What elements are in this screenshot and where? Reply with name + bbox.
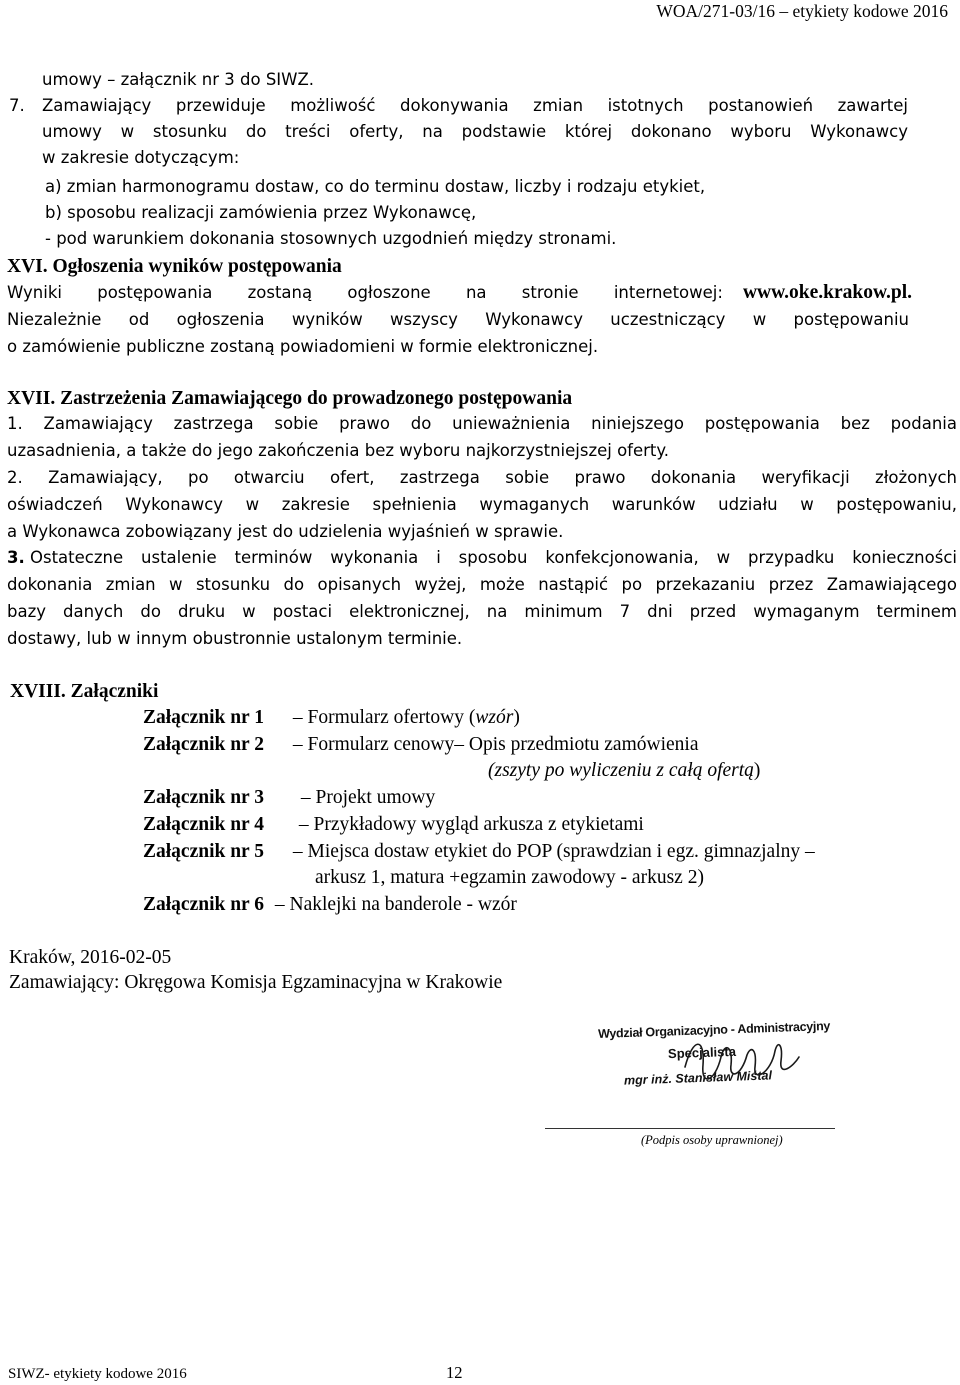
attachment-3 bbox=[143, 785, 435, 811]
attachment-5-continuation bbox=[315, 865, 704, 891]
stamp-name: mgr inż. Stanisław Miśtal bbox=[623, 1068, 773, 1088]
signature-caption: (Podpis osoby uprawnionej) bbox=[641, 1133, 783, 1147]
stamp-department: Wydział Organizacyjno - Administracyjny bbox=[597, 1018, 831, 1042]
attachment-2 bbox=[143, 732, 698, 758]
signature-line bbox=[545, 1128, 835, 1129]
attachment-text: – Projekt umowy bbox=[300, 787, 436, 808]
handwritten-signature bbox=[675, 1027, 805, 1097]
section-16-line-1 bbox=[7, 281, 912, 305]
section-16-line-2: Niezależnie od ogłoszenia wyników wszyscy Wykonawcy uczestniczący w postępowaniu bbox=[7, 310, 909, 329]
attachment-label: Załącznik nr 3 bbox=[143, 787, 264, 808]
attachment-2-continuation bbox=[488, 758, 760, 784]
ordering-party: Zamawiający: Okręgowa Komisja Egzaminacyjna w Krakowie bbox=[9, 972, 503, 993]
item7-number: 7. bbox=[9, 96, 25, 115]
attachment-text: – Formularz cenowy– Opis przedmiotu zamówienia bbox=[292, 734, 699, 755]
section-16-line-3: o zamówienie publiczne zostaną powiadomieni w formie elektronicznej. bbox=[7, 337, 599, 356]
section-17-p2-line-1: 2. Zamawiający, po otwarciu ofert, zastrzega sobie prawo dokonania weryfikacji złożonych bbox=[7, 468, 957, 487]
section-17-p2-line-3: a Wykonawca zobowiązany jest do udzielenia wyjaśnień w sprawie. bbox=[7, 522, 564, 541]
section-17-p3-line-1: Ostateczne ustalenie terminów wykonania i sposobu konfekcjonowania, w przypadku konieczności bbox=[30, 548, 957, 567]
results-website-link[interactable]: www.oke.krakow.pl. bbox=[742, 282, 912, 303]
section-17-p2-line-2: oświadczeń Wykonawcy w zakresie spełnienia wymaganych warunków udziału w postępowaniu, bbox=[7, 495, 957, 514]
item7-line-3: w zakresie dotyczącym: bbox=[42, 148, 240, 167]
attachment-text-cont: arkusz 1, matura +egzamin zawodowy - arkusz 2) bbox=[315, 867, 704, 888]
attachment-6 bbox=[143, 892, 517, 918]
section-17-p3-line-2: dokonania zmian w stosunku do opisanych wyżej, może nastąpić po przekazaniu przez Zamawiającego bbox=[7, 575, 957, 594]
item7-condition: - pod warunkiem dokonania stosownych uzgodnień między stronami. bbox=[45, 229, 617, 248]
attachment-label: Załącznik nr 4 bbox=[143, 814, 264, 835]
header-ref: WOA/271-03/16 – etykiety kodowe 2016 bbox=[656, 1, 948, 21]
section-16-heading: XVI. Ogłoszenia wyników postępowania bbox=[7, 256, 342, 277]
attachment-text-italic: (zszyty po wyliczeniu z całą ofertą bbox=[488, 760, 754, 781]
stamp-position: Specjalista bbox=[667, 1043, 737, 1062]
official-stamp bbox=[540, 1015, 840, 1135]
item7-line-2: umowy w stosunku do treści oferty, na podstawie której dokonano wyboru Wykonawcy bbox=[42, 122, 908, 141]
attachment-label: Załącznik nr 5 bbox=[143, 841, 264, 862]
attachment-1 bbox=[143, 705, 520, 731]
attachment-label: Załącznik nr 2 bbox=[143, 734, 264, 755]
attachment-text: – Przykładowy wygląd arkusza z etykietami bbox=[298, 814, 644, 835]
section-18-heading: XVIII. Załączniki bbox=[10, 681, 159, 702]
attachment-text-italic: wzór bbox=[475, 707, 514, 728]
section-17-p3-number: 3. bbox=[7, 548, 25, 567]
attachment-text-tail: ) bbox=[753, 760, 761, 781]
section-17-p1-line-1: 1. Zamawiający zastrzega sobie prawo do unieważnienia niniejszego postępowania bez podania bbox=[7, 414, 957, 433]
intro-line: umowy – załącznik nr 3 do SIWZ. bbox=[42, 70, 315, 89]
attachment-text: – Naklejki na banderole - wzór bbox=[274, 894, 517, 915]
attachment-text: – Miejsca dostaw etykiet do POP (sprawdzian i egz. gimnazjalny – bbox=[292, 841, 815, 862]
place-and-date: Kraków, 2016-02-05 bbox=[9, 947, 172, 968]
section-16-line-1-text: Wyniki postępowania zostaną ogłoszone na stronie internetowej: bbox=[7, 283, 723, 302]
item7-point-a: a) zmian harmonogramu dostaw, co do terminu dostaw, liczby i rodzaju etykiet, bbox=[45, 177, 706, 196]
attachment-5 bbox=[143, 839, 815, 865]
footer-page-number: 12 bbox=[446, 1363, 463, 1382]
item7-point-b: b) sposobu realizacji zamówienia przez Wykonawcę, bbox=[45, 203, 477, 222]
attachment-text-tail: ) bbox=[513, 707, 520, 728]
item7-line-1: Zamawiający przewiduje możliwość dokonywania zmian istotnych postanowień zawartej bbox=[42, 96, 908, 115]
footer-document-name: SIWZ- etykiety kodowe 2016 bbox=[8, 1366, 187, 1382]
section-17-p3-line-4: dostawy, lub w innym obustronnie ustalonym terminie. bbox=[7, 629, 463, 648]
attachment-label: Załącznik nr 6 bbox=[143, 894, 264, 915]
attachment-text: – Formularz ofertowy ( bbox=[292, 707, 476, 728]
section-17-heading: XVII. Zastrzeżenia Zamawiającego do prowadzonego postępowania bbox=[7, 388, 573, 409]
section-17-p1-line-2: uzasadnienia, a także do jego zakończenia bez wyboru najkorzystniejszej oferty. bbox=[7, 441, 670, 460]
section-17-p3-line-3: bazy danych do druku w postaci elektronicznej, na minimum 7 dni przed wymaganym terminem bbox=[7, 602, 957, 621]
attachment-4 bbox=[143, 812, 644, 838]
attachment-label: Załącznik nr 1 bbox=[143, 707, 264, 728]
